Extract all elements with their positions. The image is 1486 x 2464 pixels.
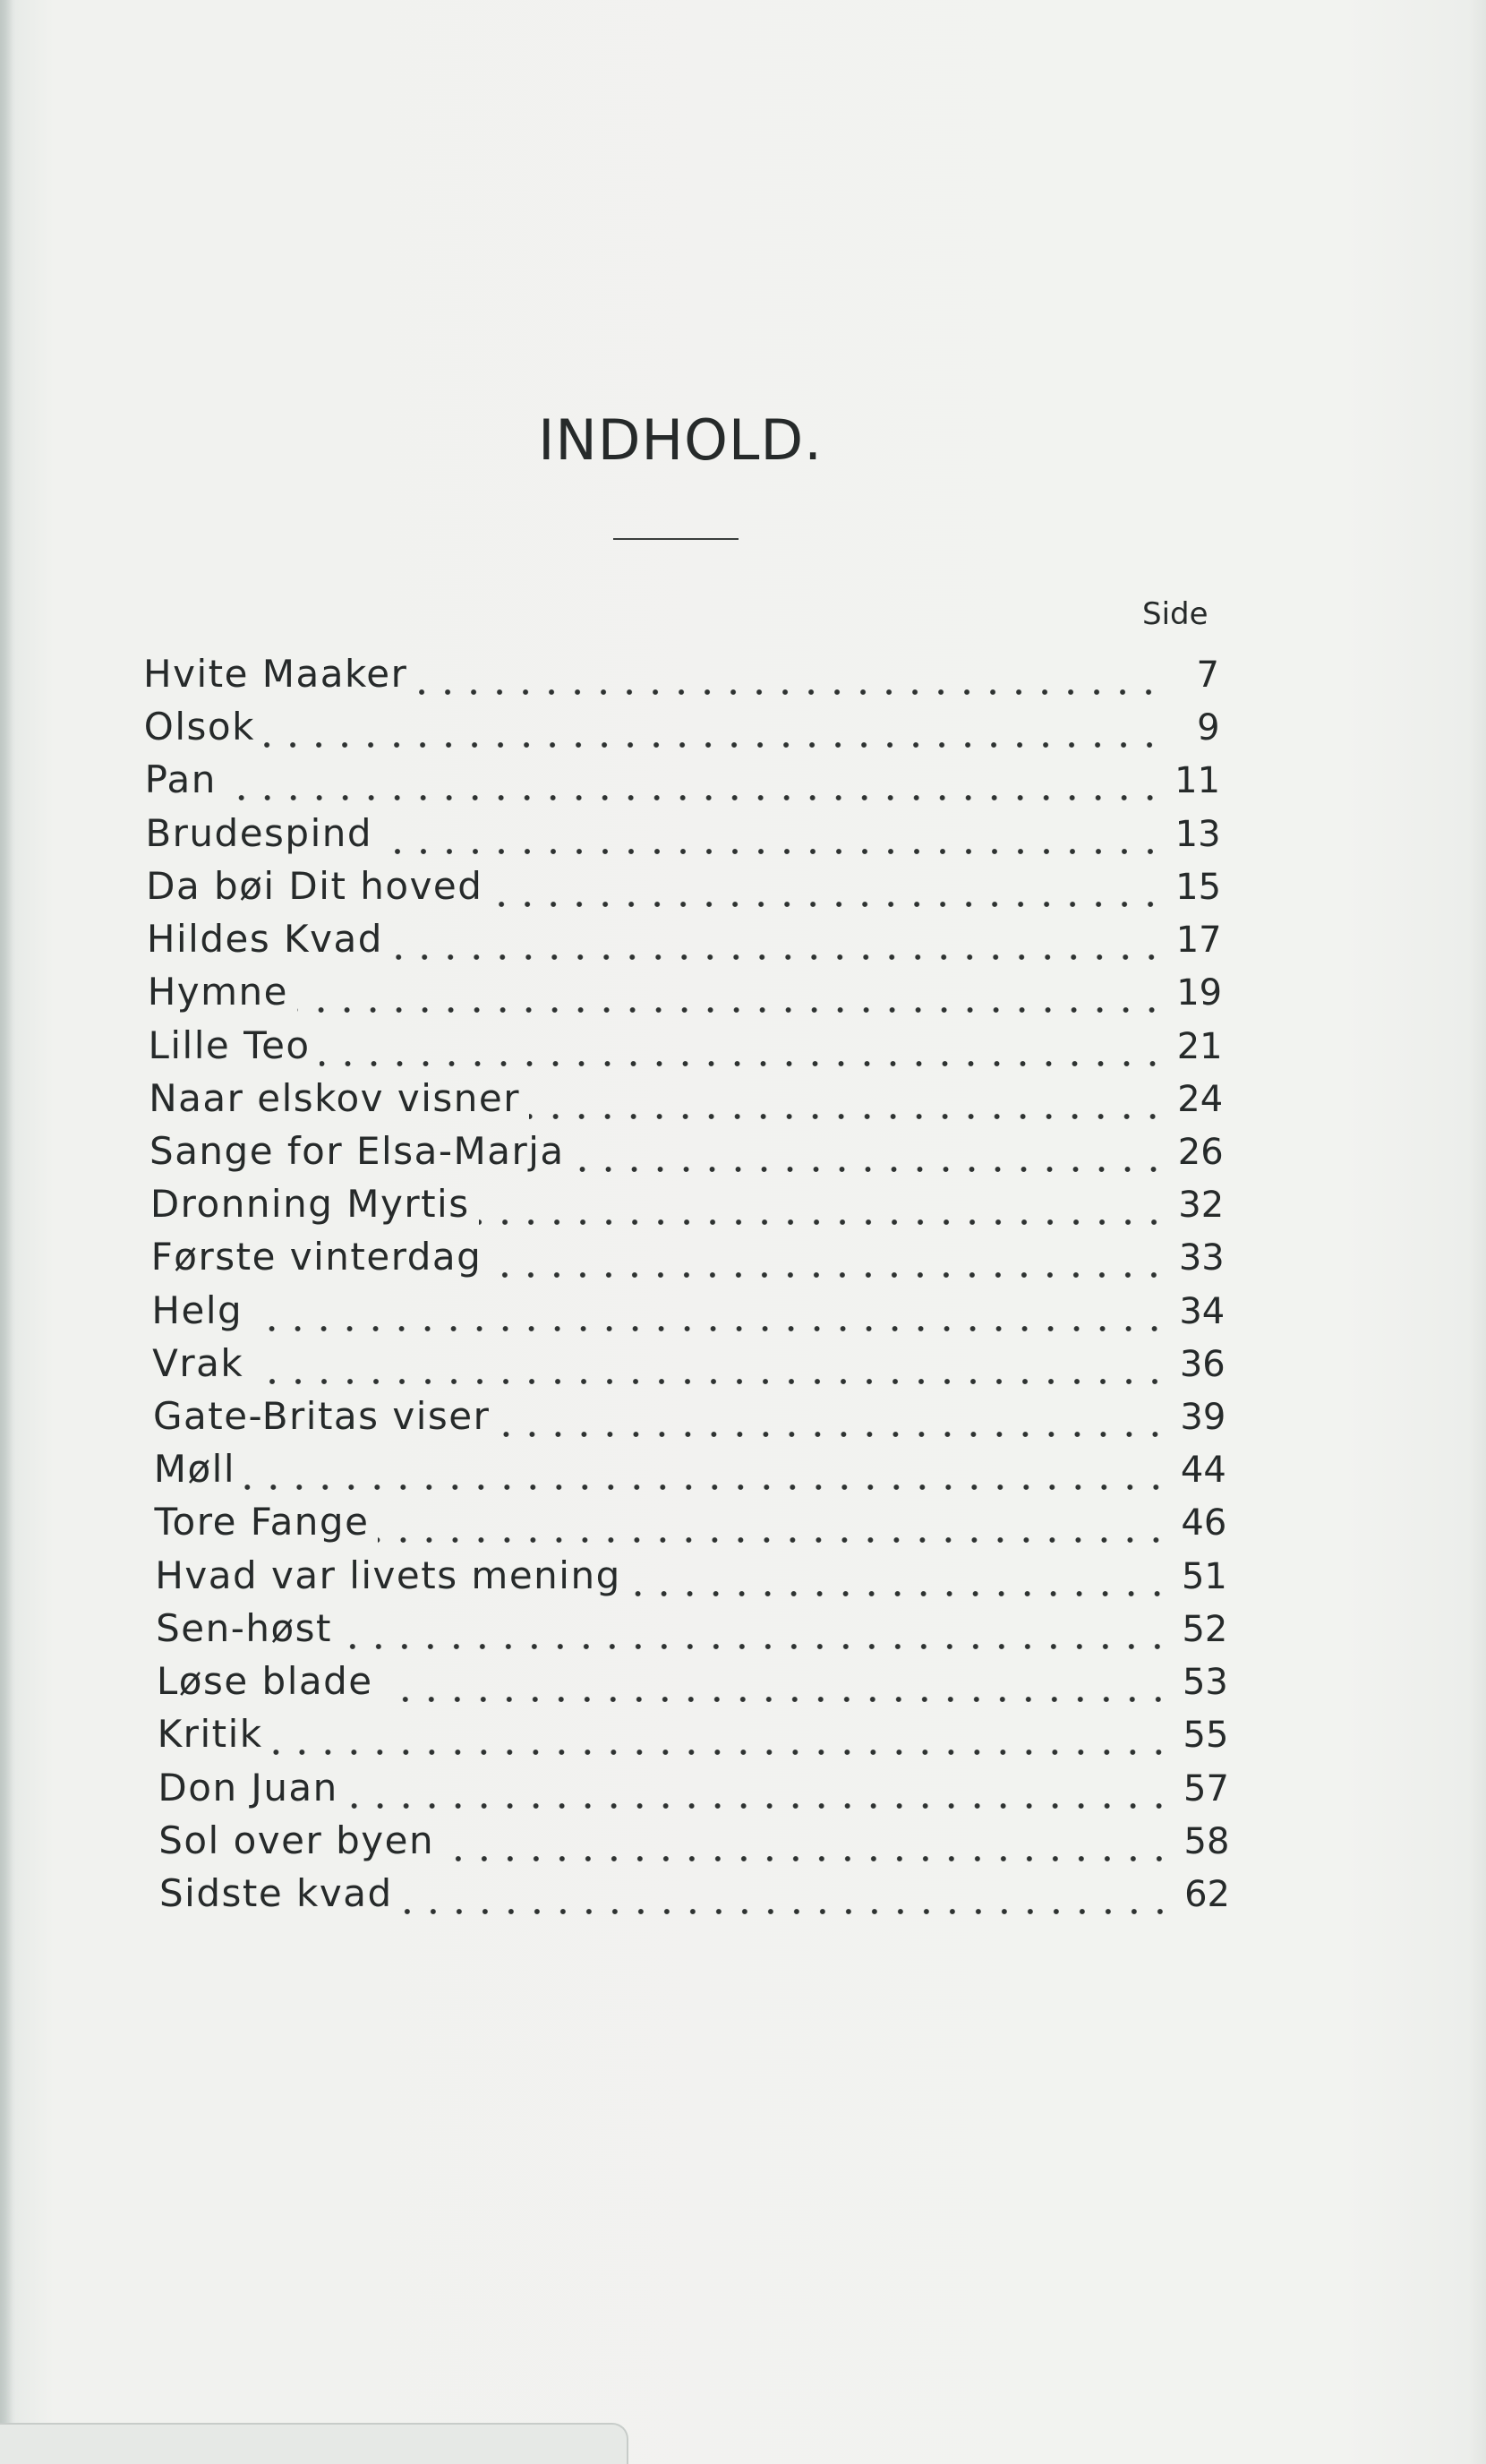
- toc-entry-title: Vrak: [152, 1340, 244, 1385]
- page-column-label: Side: [1142, 596, 1208, 632]
- toc-entry-title: Dronning Myrtis: [149, 1182, 470, 1227]
- toc-entry-page-number: 39: [1180, 1397, 1226, 1439]
- toc-dot-leader: [226, 792, 1163, 803]
- toc-entry-title: Don Juan: [158, 1765, 338, 1810]
- toc-entry-title: Møll: [153, 1447, 236, 1492]
- toc-entry: [158, 1712, 1229, 1762]
- toc-dot-leader: [347, 1801, 1172, 1811]
- toc-entry-page-number: 24: [1177, 1078, 1224, 1120]
- toc-entry-page-number: 7: [1196, 654, 1219, 696]
- toc-entry-title: Hymne: [147, 970, 288, 1014]
- toc-entry-page-number: 17: [1175, 920, 1222, 962]
- toc-entry-title: Tore Fange: [154, 1500, 370, 1544]
- toc-entry-page-number: 36: [1179, 1343, 1226, 1385]
- toc-dot-leader: [382, 1694, 1171, 1705]
- toc-entry-page-number: 34: [1179, 1290, 1226, 1332]
- toc-entry-page-number: 13: [1174, 813, 1221, 855]
- toc-dot-leader: [574, 1164, 1166, 1175]
- toc-entry-title: Pan: [144, 757, 217, 802]
- toc-entry: [144, 705, 1220, 755]
- toc-dot-leader: [297, 1005, 1165, 1015]
- toc-entry-title: Naar elskov visner: [149, 1075, 521, 1120]
- toc-dot-leader: [402, 1906, 1173, 1917]
- toc-entry: [158, 1818, 1229, 1869]
- toc-entry-title: Løse blade: [156, 1659, 373, 1704]
- toc-entry-page-number: 21: [1176, 1025, 1223, 1067]
- toc-dot-leader: [499, 1429, 1168, 1440]
- toc-entry: [155, 1500, 1227, 1550]
- toc-entry-title: Hvite Maaker: [143, 652, 408, 696]
- toc-entry: [156, 1606, 1227, 1656]
- toc-entry-page-number: 53: [1182, 1662, 1228, 1704]
- toc-entry-page-number: 33: [1178, 1237, 1225, 1279]
- toc-entry: [143, 652, 1219, 702]
- page-title: INDHOLD.: [538, 407, 823, 473]
- page-edge-tab: [0, 2423, 628, 2464]
- toc-entry: [158, 1766, 1229, 1816]
- toc-dot-leader: [416, 687, 1162, 697]
- toc-entry-page-number: 26: [1177, 1131, 1224, 1173]
- toc-dot-leader: [252, 1323, 1167, 1334]
- toc-entry: [146, 864, 1221, 914]
- toc-entry-page-number: 19: [1176, 972, 1223, 1014]
- toc-entry-page-number: 52: [1182, 1608, 1228, 1650]
- toc-entry-title: Olsok: [143, 705, 255, 749]
- toc-entry: [151, 1235, 1225, 1285]
- toc-dot-leader: [392, 952, 1165, 962]
- toc-dot-leader: [491, 1270, 1166, 1280]
- toc-entry: [145, 811, 1220, 861]
- toc-dot-leader: [252, 1376, 1168, 1387]
- toc-entry-page-number: 44: [1180, 1450, 1226, 1492]
- toc-entry: [152, 1341, 1226, 1391]
- toc-entry-page-number: 62: [1184, 1874, 1230, 1915]
- toc-entry: [157, 1659, 1228, 1709]
- toc-entry: [149, 1129, 1224, 1179]
- toc-entry-page-number: 57: [1183, 1767, 1229, 1810]
- toc-dot-leader: [443, 1853, 1172, 1864]
- toc-entry: [153, 1394, 1226, 1444]
- toc-entry-title: Hildes Kvad: [146, 917, 383, 962]
- toc-entry-title: Sen-høst: [156, 1605, 333, 1650]
- toc-dot-leader: [244, 1482, 1169, 1493]
- toc-entry: [154, 1447, 1226, 1497]
- toc-dot-leader: [272, 1747, 1172, 1758]
- toc-entry: [151, 1288, 1225, 1339]
- toc-entry: [148, 1023, 1222, 1074]
- toc-dot-leader: [630, 1588, 1170, 1599]
- toc-entry-page-number: 11: [1174, 760, 1221, 802]
- toc-dot-leader: [381, 846, 1164, 857]
- toc-entry-title: Kritik: [157, 1712, 263, 1757]
- toc-entry-title: Hvad var livets mening: [155, 1553, 621, 1597]
- toc-entry: [149, 1076, 1223, 1126]
- toc-dot-leader: [264, 740, 1163, 750]
- toc-entry-page-number: 58: [1183, 1820, 1230, 1862]
- toc-dot-leader: [491, 899, 1164, 910]
- toc-dot-leader: [378, 1535, 1169, 1545]
- toc-entry-title: Gate-Britas viser: [152, 1394, 491, 1439]
- toc-entry: [150, 1182, 1224, 1232]
- toc-entry-title: Da bøi Dit hoved: [146, 863, 483, 908]
- toc-entry-page-number: 55: [1183, 1715, 1229, 1757]
- toc-entry-title: Sange for Elsa-Marja: [149, 1128, 565, 1173]
- toc-entry-page-number: 32: [1178, 1185, 1225, 1227]
- toc-entry-title: Helg: [151, 1288, 243, 1332]
- toc-dot-leader: [529, 1111, 1166, 1122]
- toc-dot-leader: [479, 1217, 1167, 1228]
- toc-entry: [159, 1871, 1230, 1921]
- toc-dot-leader: [320, 1058, 1166, 1069]
- toc-entry-title: Første vinterdag: [150, 1235, 483, 1279]
- toc-entry-title: Lille Teo: [148, 1022, 311, 1067]
- toc-entry-title: Sol over byen: [158, 1818, 435, 1862]
- toc-dot-leader: [341, 1641, 1170, 1652]
- toc-entry-page-number: 15: [1175, 866, 1222, 908]
- toc-entry-page-number: 51: [1181, 1555, 1227, 1597]
- toc-entry: [155, 1553, 1227, 1604]
- toc-entry: [148, 970, 1222, 1020]
- toc-entry-page-number: 9: [1197, 707, 1220, 749]
- toc-entry-title: Brudespind: [145, 810, 373, 855]
- toc-entry-page-number: 46: [1181, 1502, 1227, 1544]
- toc-entry: [145, 757, 1220, 808]
- toc-entry: [147, 917, 1222, 967]
- toc-entry-title: Sidste kvad: [159, 1871, 393, 1915]
